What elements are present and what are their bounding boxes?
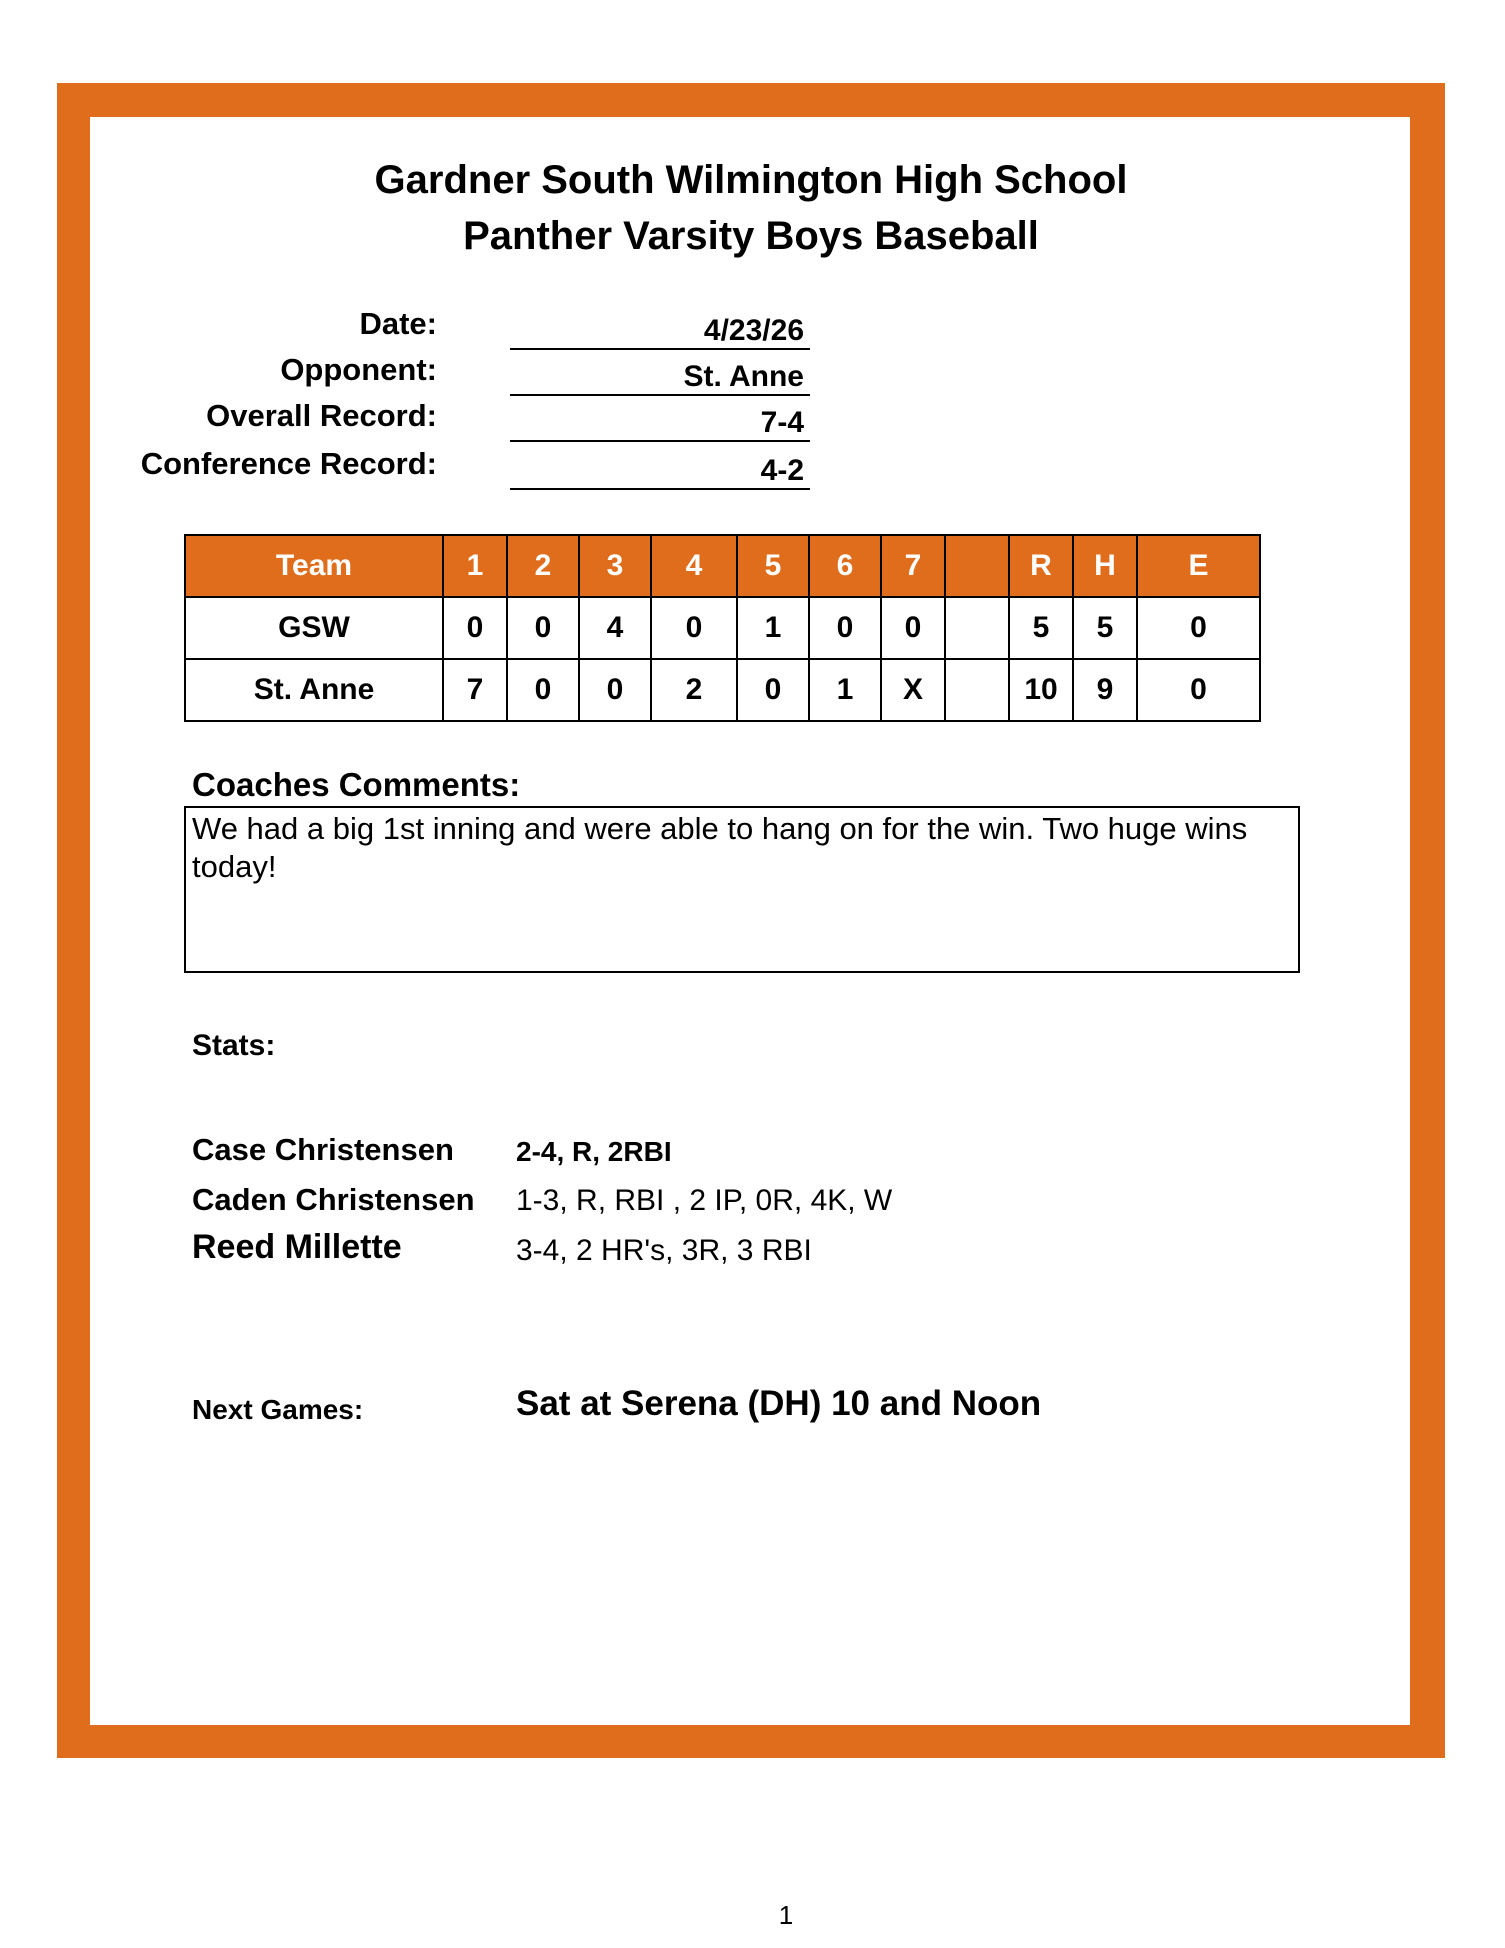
st-anne-inning-1: 7 xyxy=(443,659,507,721)
opponent-label: Opponent: xyxy=(280,352,437,387)
next-games-label: Next Games: xyxy=(192,1394,364,1425)
team-title: Panther Varsity Boys Baseball xyxy=(463,214,1039,258)
gsw-inning-2: 0 xyxy=(507,597,579,659)
player-name-reed: Reed Millette xyxy=(192,1228,402,1266)
st-anne-inning-6: 1 xyxy=(809,659,881,721)
header-hits: H xyxy=(1073,535,1137,597)
header-inning-4: 4 xyxy=(651,535,737,597)
st-anne-team: St. Anne xyxy=(185,659,443,721)
date-label: Date: xyxy=(359,306,437,341)
gsw-errors: 0 xyxy=(1137,597,1260,659)
scoreboard-table xyxy=(184,534,1261,722)
gsw-runs: 5 xyxy=(1009,597,1073,659)
header-inning-2: 2 xyxy=(507,535,579,597)
st-anne-inning-3: 0 xyxy=(579,659,651,721)
conference-record-value: 4-2 xyxy=(510,446,810,490)
player-stats-caden: 1-3, R, RBI , 2 IP, 0R, 4K, W xyxy=(516,1184,893,1217)
next-games-value: Sat at Serena (DH) 10 and Noon xyxy=(516,1384,1042,1423)
st-anne-inning-5: 0 xyxy=(737,659,809,721)
gsw-inning-6: 0 xyxy=(809,597,881,659)
st-anne-inning-4: 2 xyxy=(651,659,737,721)
coaches-comments-label: Coaches Comments: xyxy=(192,766,521,803)
scoreboard-header-row xyxy=(185,535,1260,597)
scoreboard-row-gsw xyxy=(185,597,1260,659)
player-stats-case: 2-4, R, 2RBI xyxy=(516,1136,672,1167)
st-anne-inning-7: X xyxy=(881,659,945,721)
header-inning-7: 7 xyxy=(881,535,945,597)
overall-record-label: Overall Record: xyxy=(206,398,437,433)
header-runs: R xyxy=(1009,535,1073,597)
gsw-inning-3: 4 xyxy=(579,597,651,659)
gsw-inning-7: 0 xyxy=(881,597,945,659)
header-inning-1: 1 xyxy=(443,535,507,597)
page-number: 1 xyxy=(778,1900,794,1930)
st-anne-errors: 0 xyxy=(1137,659,1260,721)
conference-record-label: Conference Record: xyxy=(140,446,437,481)
gsw-team: GSW xyxy=(185,597,443,659)
st-anne-runs: 10 xyxy=(1009,659,1073,721)
gsw-inning-5: 1 xyxy=(737,597,809,659)
player-name-case: Case Christensen xyxy=(192,1132,454,1167)
gsw-inning-4: 0 xyxy=(651,597,737,659)
header-team: Team xyxy=(185,535,443,597)
opponent-value: St. Anne xyxy=(510,352,810,396)
st-anne-hits: 9 xyxy=(1073,659,1137,721)
coaches-comments-box: We had a big 1st inning and were able to hang on for the win. Two huge wins today! xyxy=(184,806,1300,973)
header-inning-5: 5 xyxy=(737,535,809,597)
gsw-inning-1: 0 xyxy=(443,597,507,659)
date-value: 4/23/26 xyxy=(510,306,810,350)
header-inning-3: 3 xyxy=(579,535,651,597)
header-inning-6: 6 xyxy=(809,535,881,597)
st-anne-inning-2: 0 xyxy=(507,659,579,721)
header-errors: E xyxy=(1137,535,1260,597)
scoreboard-row-st-anne xyxy=(185,659,1260,721)
gsw-spacer xyxy=(945,597,1009,659)
stats-label: Stats: xyxy=(192,1029,276,1062)
gsw-hits: 5 xyxy=(1073,597,1137,659)
header-spacer xyxy=(945,535,1009,597)
player-name-caden: Caden Christensen xyxy=(192,1182,475,1217)
st-anne-spacer xyxy=(945,659,1009,721)
school-title: Gardner South Wilmington High School xyxy=(374,158,1128,202)
player-stats-reed: 3-4, 2 HR's, 3R, 3 RBI xyxy=(516,1234,812,1267)
overall-record-value: 7-4 xyxy=(510,398,810,442)
